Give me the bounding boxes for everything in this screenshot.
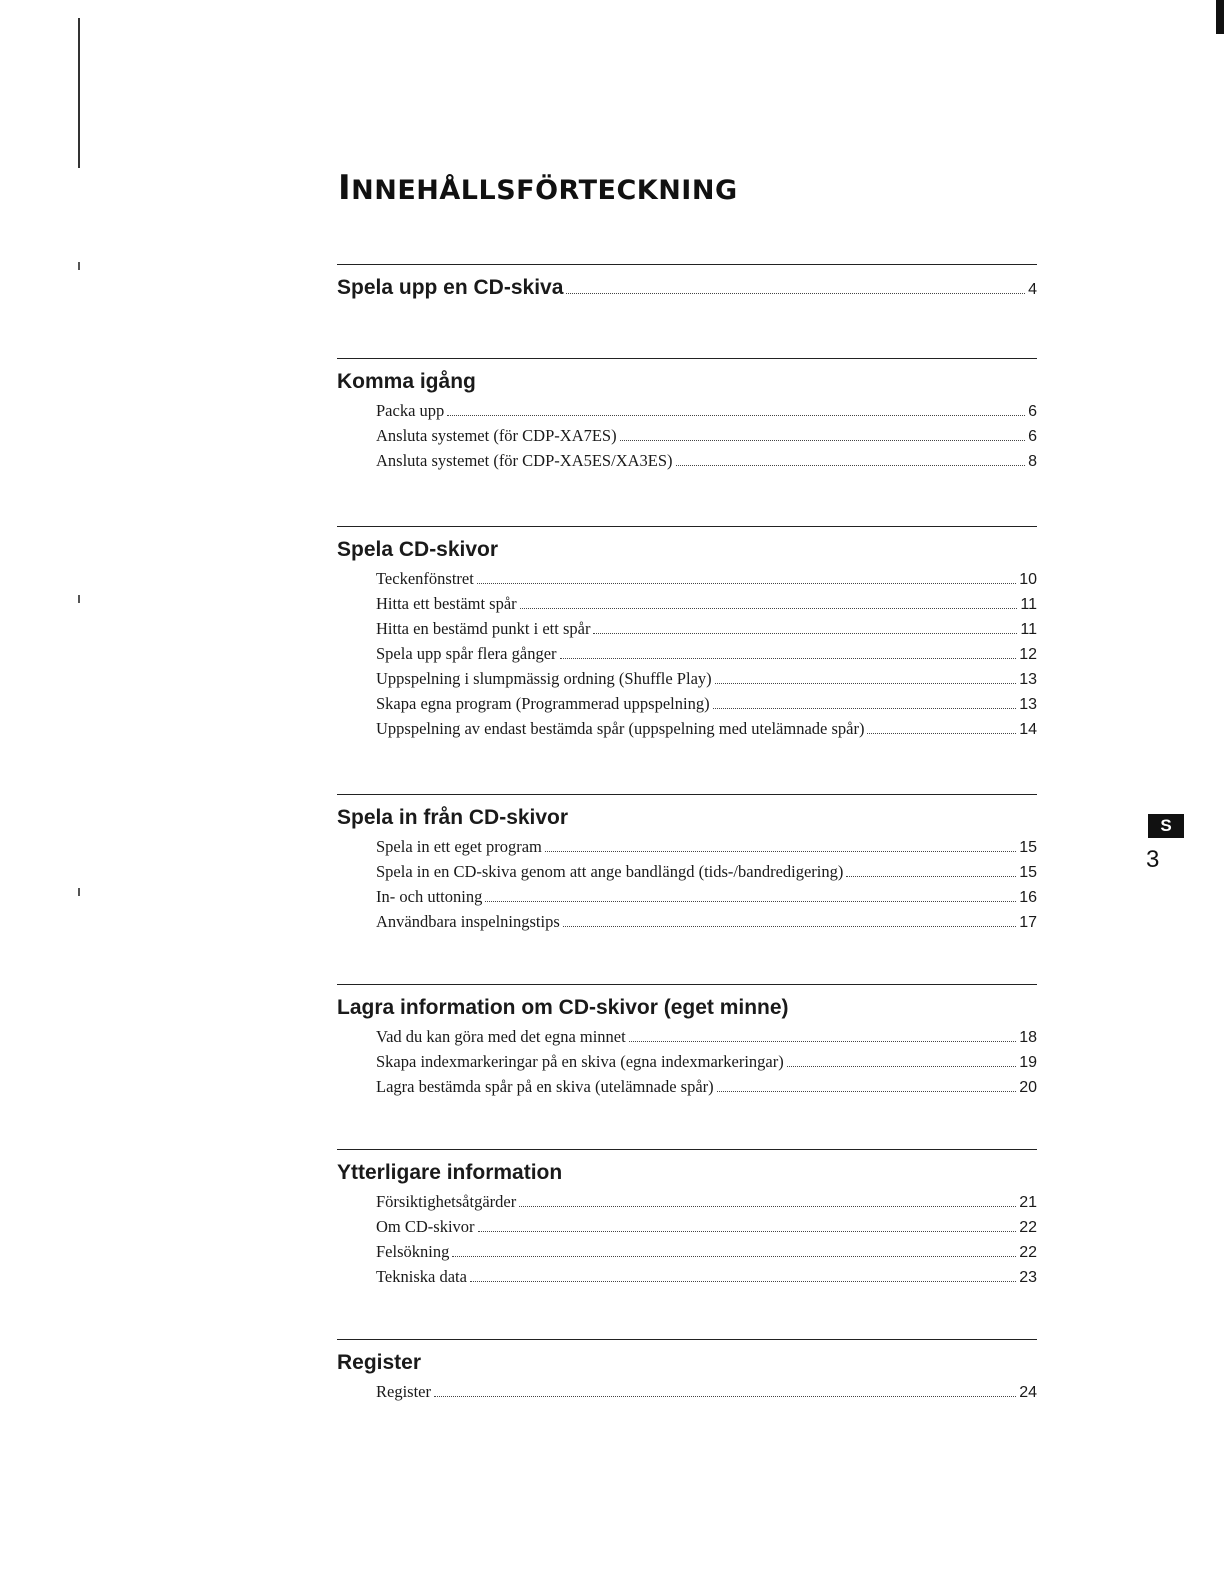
section-heading-text: Ytterligare information xyxy=(337,1161,563,1184)
toc-entry xyxy=(376,1050,1037,1075)
entry-label: Lagra bestämda spår på en skiva (utelämnade spår) xyxy=(376,1077,714,1096)
dot-leader xyxy=(519,1206,1016,1207)
entry-page-number: 14 xyxy=(1019,721,1037,738)
entry-page-number: 22 xyxy=(1019,1244,1037,1261)
section-heading xyxy=(337,537,1037,563)
dot-leader xyxy=(520,608,1018,609)
entry-page-number: 11 xyxy=(1020,621,1037,638)
entry-page-number: 23 xyxy=(1019,1269,1037,1286)
section-heading xyxy=(337,1160,1037,1186)
entry-label: Om CD-skivor xyxy=(376,1217,475,1236)
scan-corner-mark xyxy=(1216,0,1224,34)
entry-label: Skapa indexmarkeringar på en skiva (egna indexmarkeringar) xyxy=(376,1052,784,1071)
entry-label: Uppspelning av endast bestämda spår (uppspelning med utelämnade spår) xyxy=(376,719,865,738)
entry-page-number: 10 xyxy=(1019,571,1037,588)
section-page-number: 4 xyxy=(1028,281,1037,298)
toc-entry xyxy=(376,885,1037,910)
entry-list xyxy=(337,399,1037,474)
section-heading-text: Komma igång xyxy=(337,370,476,393)
entry-page-number: 16 xyxy=(1019,889,1037,906)
entry-page-number: 12 xyxy=(1019,646,1037,663)
entry-label: Teckenfönstret xyxy=(376,569,474,588)
toc-section xyxy=(337,794,1037,935)
entry-page-number: 21 xyxy=(1019,1194,1037,1211)
dot-leader xyxy=(620,440,1025,441)
entry-label: Spela upp spår flera gånger xyxy=(376,644,557,663)
entry-page-number: 11 xyxy=(1020,596,1037,613)
toc-entry xyxy=(376,717,1037,742)
toc-entry xyxy=(376,617,1037,642)
entry-page-number: 6 xyxy=(1028,403,1037,420)
dot-leader xyxy=(560,658,1017,659)
section-heading-text: Register xyxy=(337,1351,422,1374)
entry-list xyxy=(337,1025,1037,1100)
toc-entry xyxy=(376,1025,1037,1050)
dot-leader xyxy=(629,1041,1016,1042)
entry-label: In- och uttoning xyxy=(376,887,483,906)
toc-entry xyxy=(376,1215,1037,1240)
dot-leader xyxy=(563,926,1016,927)
entry-list xyxy=(337,567,1037,742)
dot-leader xyxy=(593,633,1017,634)
scan-speck xyxy=(78,888,80,896)
scan-speck xyxy=(78,595,80,603)
toc-entry xyxy=(376,860,1037,885)
toc-entry xyxy=(376,910,1037,935)
section-heading xyxy=(337,369,1037,395)
entry-label: Hitta en bestämd punkt i ett spår xyxy=(376,619,591,638)
entry-page-number: 13 xyxy=(1019,671,1037,688)
entry-page-number: 19 xyxy=(1019,1054,1037,1071)
scan-speck xyxy=(78,262,80,270)
page-number: 3 xyxy=(1146,846,1160,873)
toc-entry xyxy=(376,642,1037,667)
entry-label: Hitta ett bestämt spår xyxy=(376,594,517,613)
entry-label: Användbara inspelningstips xyxy=(376,912,560,931)
dot-leader xyxy=(846,876,1016,877)
dot-leader xyxy=(478,1231,1017,1232)
entry-page-number: 24 xyxy=(1019,1384,1037,1401)
section-heading xyxy=(337,805,1037,831)
toc-section xyxy=(337,1149,1037,1290)
toc-entry xyxy=(376,449,1037,474)
dot-leader xyxy=(434,1396,1016,1397)
entry-page-number: 18 xyxy=(1019,1029,1037,1046)
entry-page-number: 15 xyxy=(1019,864,1037,881)
section-heading-text: Spela upp en CD-skiva xyxy=(337,276,564,299)
section-heading xyxy=(337,275,1037,303)
scan-edge-line xyxy=(78,18,80,168)
entry-page-number: 8 xyxy=(1028,453,1037,470)
dot-leader xyxy=(545,851,1016,852)
page-title xyxy=(338,168,738,208)
toc-entry xyxy=(376,667,1037,692)
table-of-contents xyxy=(337,264,1037,1405)
entry-label: Felsökning xyxy=(376,1242,450,1261)
toc-entry xyxy=(376,1265,1037,1290)
entry-list xyxy=(337,1380,1037,1405)
entry-page-number: 13 xyxy=(1019,696,1037,713)
entry-label: Uppspelning i slumpmässig ordning (Shuffle Play) xyxy=(376,669,712,688)
dot-leader xyxy=(713,708,1017,709)
entry-list xyxy=(337,1190,1037,1290)
entry-label: Spela in en CD-skiva genom att ange bandlängd (tids-/bandredigering) xyxy=(376,862,844,881)
entry-list xyxy=(337,835,1037,935)
toc-entry xyxy=(376,835,1037,860)
title-rest: NNEHÅLLSFÖRTECKNING xyxy=(351,175,738,206)
toc-entry xyxy=(376,592,1037,617)
entry-label: Packa upp xyxy=(376,401,445,420)
section-heading-text: Lagra information om CD-skivor (eget minne) xyxy=(337,996,789,1019)
entry-page-number: 15 xyxy=(1019,839,1037,856)
dot-leader xyxy=(470,1281,1016,1282)
section-heading xyxy=(337,1350,1037,1376)
entry-label: Register xyxy=(376,1382,431,1401)
entry-page-number: 6 xyxy=(1028,428,1037,445)
entry-label: Skapa egna program (Programmerad uppspelning) xyxy=(376,694,710,713)
toc-section xyxy=(337,526,1037,742)
toc-entry xyxy=(376,1380,1037,1405)
section-heading-text: Spela CD-skivor xyxy=(337,538,499,561)
entry-page-number: 22 xyxy=(1019,1219,1037,1236)
entry-label: Försiktighetsåtgärder xyxy=(376,1192,517,1211)
entry-label: Ansluta systemet (för CDP-XA5ES/XA3ES) xyxy=(376,451,673,470)
toc-entry xyxy=(376,1240,1037,1265)
dot-leader xyxy=(676,465,1026,466)
toc-entry xyxy=(376,1190,1037,1215)
dot-leader xyxy=(867,733,1016,734)
toc-section xyxy=(337,1339,1037,1405)
toc-entry xyxy=(376,692,1037,717)
section-heading-text: Spela in från CD-skivor xyxy=(337,806,569,829)
entry-page-number: 20 xyxy=(1019,1079,1037,1096)
section-heading xyxy=(337,995,1037,1021)
dot-leader xyxy=(787,1066,1016,1067)
dot-leader xyxy=(452,1256,1016,1257)
dot-leader xyxy=(477,583,1016,584)
toc-entry xyxy=(376,1075,1037,1100)
language-tab: S xyxy=(1148,814,1184,838)
toc-section xyxy=(337,358,1037,474)
toc-entry xyxy=(376,424,1037,449)
toc-entry xyxy=(376,567,1037,592)
entry-label: Tekniska data xyxy=(376,1267,467,1286)
toc-entry xyxy=(376,399,1037,424)
dot-leader xyxy=(717,1091,1017,1092)
toc-section xyxy=(337,984,1037,1100)
toc-section xyxy=(337,264,1037,303)
entry-label: Spela in ett eget program xyxy=(376,837,542,856)
entry-label: Ansluta systemet (för CDP-XA7ES) xyxy=(376,426,617,445)
entry-page-number: 17 xyxy=(1019,914,1037,931)
dot-leader xyxy=(566,293,1025,294)
dot-leader xyxy=(715,683,1017,684)
entry-label: Vad du kan göra med det egna minnet xyxy=(376,1027,626,1046)
title-initial: I xyxy=(338,168,352,208)
dot-leader xyxy=(485,901,1016,902)
dot-leader xyxy=(447,415,1025,416)
